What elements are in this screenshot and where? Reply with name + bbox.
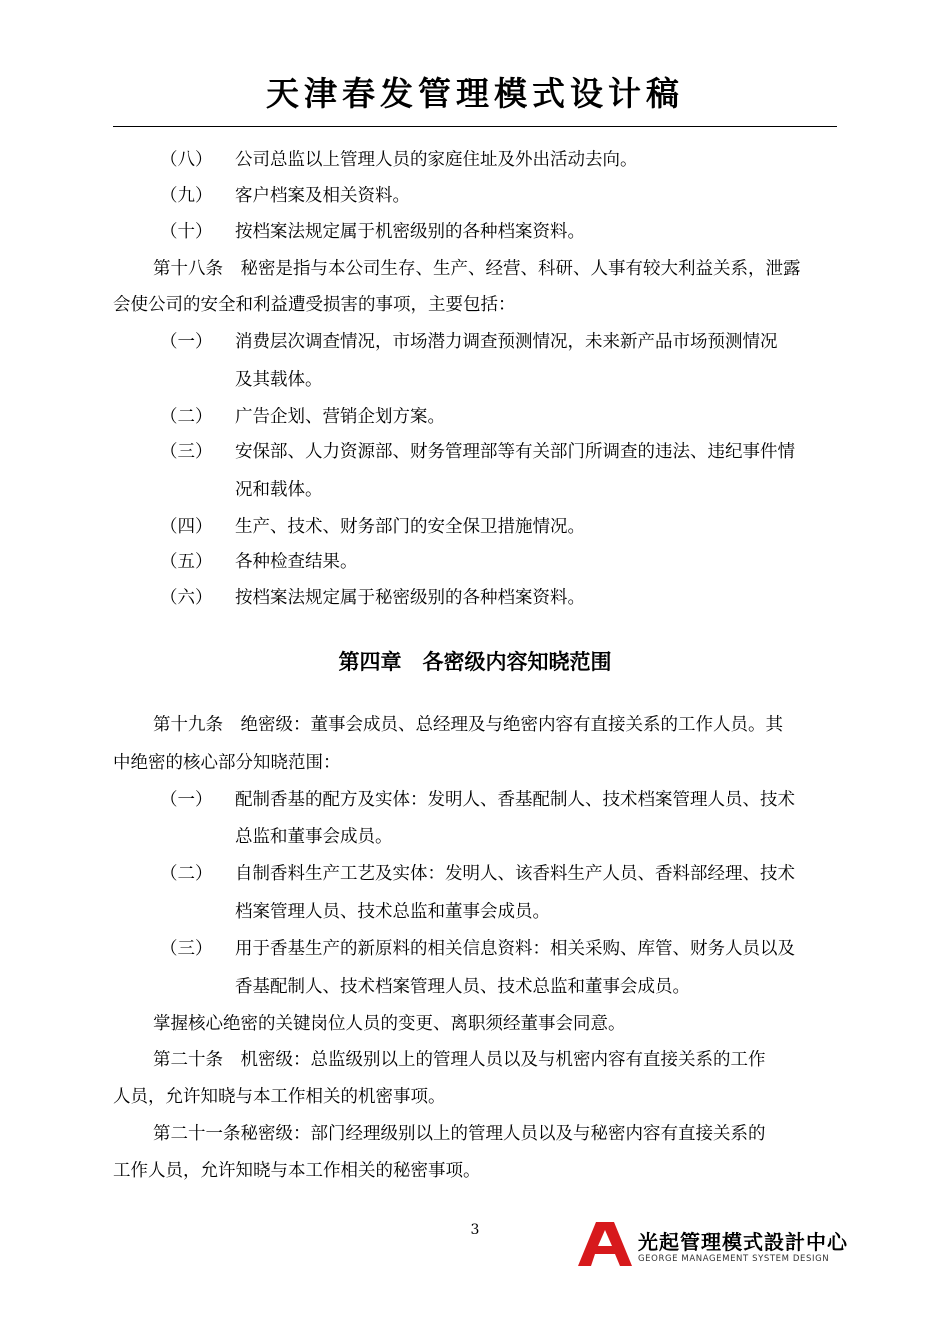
- article-18-line-1: 第十八条 秘密是指与本公司生存、生产、经营、科研、人事有较大利益关系，泄露: [153, 259, 801, 279]
- list-item-text: 自制香料生产工艺及实体：发明人、该香料生产人员、香料部经理、技术: [235, 864, 795, 884]
- list-item-text: 消费层次调查情况，市场潜力调查预测情况，未来新产品市场预测情况: [235, 332, 778, 352]
- list-item-number: （十）: [160, 222, 213, 242]
- list-item-number: （二）: [160, 407, 213, 427]
- list-item-number: （四）: [160, 517, 213, 537]
- list-item-text: 各种检查结果。: [235, 552, 358, 572]
- list-item-text: 用于香基生产的新原料的相关信息资料：相关采购、库管、财务人员以及: [235, 939, 795, 959]
- list-item-number: （三）: [160, 939, 213, 959]
- list-item-text-continued: 香基配制人、技术档案管理人员、技术总监和董事会成员。: [235, 977, 690, 997]
- logo-english-name: GEORGE MANAGEMENT SYSTEM DESIGN: [638, 1254, 830, 1264]
- article-21-line-2: 工作人员，允许知晓与本工作相关的秘密事项。: [113, 1161, 481, 1181]
- list-item-text: 按档案法规定属于机密级别的各种档案资料。: [235, 222, 585, 242]
- list-item-text-continued: 总监和董事会成员。: [235, 827, 393, 847]
- core-change-note: 掌握核心绝密的关键岗位人员的变更、离职须经董事会同意。: [153, 1014, 626, 1034]
- list-item-text: 公司总监以上管理人员的家庭住址及外出活动去向。: [235, 150, 638, 170]
- article-21-line-1: 第二十一条秘密级：部门经理级别以上的管理人员以及与秘密内容有直接关系的: [153, 1124, 766, 1144]
- list-item-number: （五）: [160, 552, 213, 572]
- list-item-number: （六）: [160, 588, 213, 608]
- article-20-line-1: 第二十条 机密级：总监级别以上的管理人员以及与机密内容有直接关系的工作: [153, 1050, 766, 1070]
- list-item-text: 配制香基的配方及实体：发明人、香基配制人、技术档案管理人员、技术: [235, 790, 795, 810]
- list-item-text: 生产、技术、财务部门的安全保卫措施情况。: [235, 517, 585, 537]
- header-divider: [113, 126, 837, 127]
- list-item-text-continued: 档案管理人员、技术总监和董事会成员。: [235, 902, 550, 922]
- article-19-line-1: 第十九条 绝密级：董事会成员、总经理及与绝密内容有直接关系的工作人员。其: [153, 715, 783, 735]
- logo-a-icon: [578, 1222, 632, 1266]
- list-item-number: （八）: [160, 150, 213, 170]
- list-item-text: 客户档案及相关资料。: [235, 186, 410, 206]
- list-item-text: 安保部、人力资源部、财务管理部等有关部门所调查的违法、违纪事件情: [235, 442, 795, 462]
- footer-logo: [578, 1222, 848, 1270]
- list-item-text-continued: 及其载体。: [235, 370, 323, 390]
- list-item-number: （一）: [160, 332, 213, 352]
- list-item-text: 广告企划、营销企划方案。: [235, 407, 445, 427]
- article-19-line-2: 中绝密的核心部分知晓范围：: [113, 753, 341, 773]
- list-item-number: （一）: [160, 790, 213, 810]
- article-18-line-2: 会使公司的安全和利益遭受损害的事项，主要包括：: [113, 295, 516, 315]
- list-item-number: （三）: [160, 442, 213, 462]
- list-item-text: 按档案法规定属于秘密级别的各种档案资料。: [235, 588, 585, 608]
- list-item-number: （二）: [160, 864, 213, 884]
- article-20-line-2: 人员，允许知晓与本工作相关的机密事项。: [113, 1087, 446, 1107]
- logo-chinese-name: 光起管理模式設計中心: [638, 1230, 848, 1254]
- list-item-number: （九）: [160, 186, 213, 206]
- chapter-heading: 第四章 各密级内容知晓范围: [338, 650, 612, 674]
- page-number: 3: [470, 1222, 480, 1238]
- list-item-text-continued: 况和载体。: [235, 480, 323, 500]
- document-header-title: 天津春发管理模式设计稿: [266, 74, 684, 113]
